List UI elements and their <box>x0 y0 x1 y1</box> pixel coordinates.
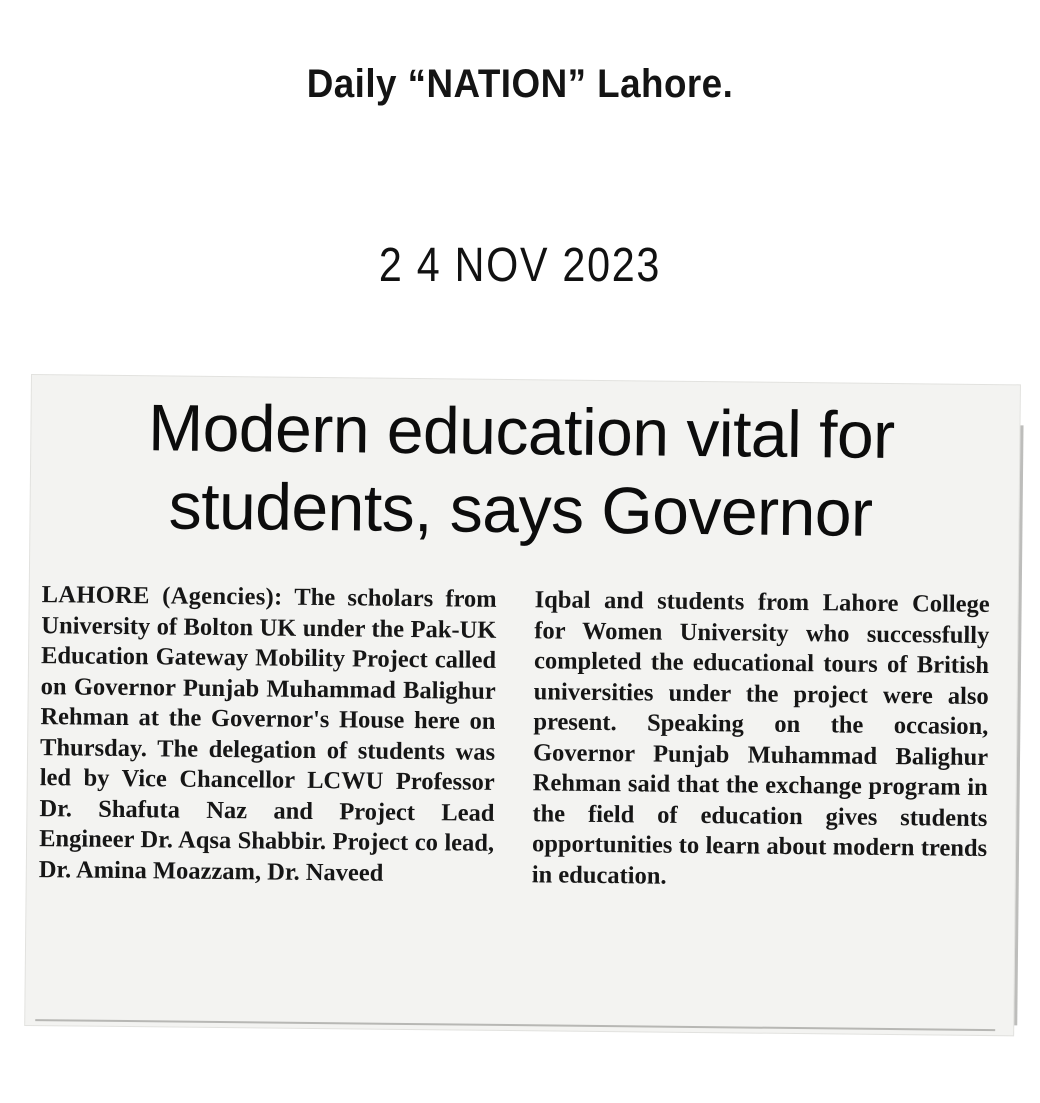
headline <box>60 387 982 553</box>
headline-line-2: students, says Governor <box>168 468 873 550</box>
article-paragraph <box>39 580 497 890</box>
article-dateline: LAHORE (Agencies): <box>41 581 283 611</box>
clipping-edge <box>1014 425 1023 1025</box>
clipping-bottom-rule <box>35 1019 995 1031</box>
article-paragraph <box>532 585 990 895</box>
newspaper-source: Daily “NATION” Lahore. <box>306 62 734 106</box>
headline-line-1: Modern education vital for <box>147 390 896 473</box>
article-text-right: Iqbal and students from Lahore College for Women University who successfully completed the educational tours of British universities under the project were also present. Speaking on the occasion, Governor Punjab Muhammad Balighur Rehman said that the exchange program in the field of education gives students opportunities to learn about modern trends in education. <box>531 586 990 890</box>
article-column-right <box>532 585 990 895</box>
publication-date: 2 4 NOV 2023 <box>378 239 662 292</box>
news-clipping <box>25 375 1020 1035</box>
article-text-left: The scholars from University of Bolton UK under the Pak-UK Education Gateway Mobility Project called on Governor Punjab Muhammad Balighur Rehman at the Governor's House here on Thursday. The delegation of students was led by Vice Chancellor LCWU Professor Dr. Shafuta Naz and Project Lead Engineer Dr. Aqsa Shabbir. Project co lead, Dr. Amina Moazzam, Dr. Naveed <box>38 583 497 887</box>
article-column-left <box>39 580 497 890</box>
